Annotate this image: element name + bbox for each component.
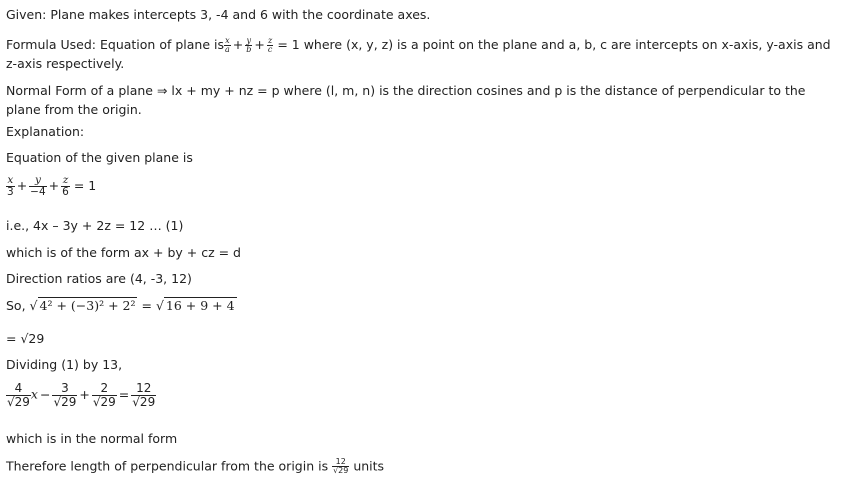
plane-frac-y: $\frac{y}{-4}$ [30,174,46,199]
form-statement: which is of the form ax + by + cz = d [6,245,241,260]
formula-frac-x: $\frac{x}{a}$ [224,35,230,54]
normal-op-equals: = [118,386,130,402]
formula-frac-z: $\frac{z}{c}$ [267,35,273,54]
dividing-statement: Dividing (1) by 13, [6,357,123,372]
normal-frac-2: $\frac{2}{√29}$ [92,381,116,409]
plane-frac-z: $\frac{z}{6}$ [62,174,69,199]
so-line [6,298,237,313]
normal-frac-4: $\frac{4}{√29}$ [7,381,30,409]
conclusion-suffix: units [349,458,385,474]
formula-rhs: = 1 [277,37,300,52]
formula-prefix: Formula Used: Equation of plane is [6,37,224,52]
ie-equation: i.e., 4x – 3y + 2z = 12 … (1) [6,218,184,233]
normal-var-x: x [30,386,38,402]
direction-ratios: Direction ratios are (4, -3, 12) [6,271,192,286]
formula-used: Formula Used: Equation of plane is $\frac{x}{a}$ + $\frac{y}{b}$ + $\frac{z}{c}$ = 1 where (x, y, z) is a point on the plane and a, b, c are intercepts on x-axis, y-axis and z-axis respectively. [6,35,831,72]
conclusion [6,458,384,476]
normal-form-definition: Normal Form of a plane ⇒ lx + my + nz = p where (l, m, n) is the direction cosines and p is the distance of perpendicular to the plane from the origin. [6,83,806,117]
normal-equation [6,382,156,408]
plane-rhs: = 1 [73,178,97,194]
formula-frac-y: $\frac{y}{b}$ [246,35,252,54]
formula-suffix: where (x, y, z) is a point on the plane and a, b, c are intercepts on x-axis, y-axis and z-axis respectively. [6,37,831,72]
normal-frac-3: $\frac{3}{√29}$ [53,381,77,409]
explanation-heading: Explanation: [6,124,85,139]
plane-frac-x: $\frac{x}{3}$ [7,174,14,199]
equation-intro: Equation of the given plane is [6,150,193,165]
normal-op-plus: + [79,386,90,402]
normal-form-note: which is in the normal form [6,431,178,446]
conclusion-prefix: Therefore length of perpendicular from the origin is [6,458,333,474]
so-prefix: So, [6,298,26,313]
conclusion-frac: $\frac{12}{√29}$ [333,457,349,476]
normal-op-minus: − [39,386,51,402]
so-equals: = [141,298,152,313]
given-statement: Given: Plane makes intercepts 3, -4 and 6 with the coordinate axes. [6,7,431,22]
sqrt-result: = √29 [6,331,45,346]
plane-equation: $\frac{x}{3}$ + $\frac{y}{-4}$ + $\frac{z}{6}$ = 1 [7,174,97,199]
sqrt-sum-values: √ 16 + 9 + 4 [155,298,235,313]
sqrt-sum-squares: √ 4² + (−3)² + 2² [29,298,136,313]
normal-frac-12: $\frac{12}{√29}$ [132,381,156,409]
